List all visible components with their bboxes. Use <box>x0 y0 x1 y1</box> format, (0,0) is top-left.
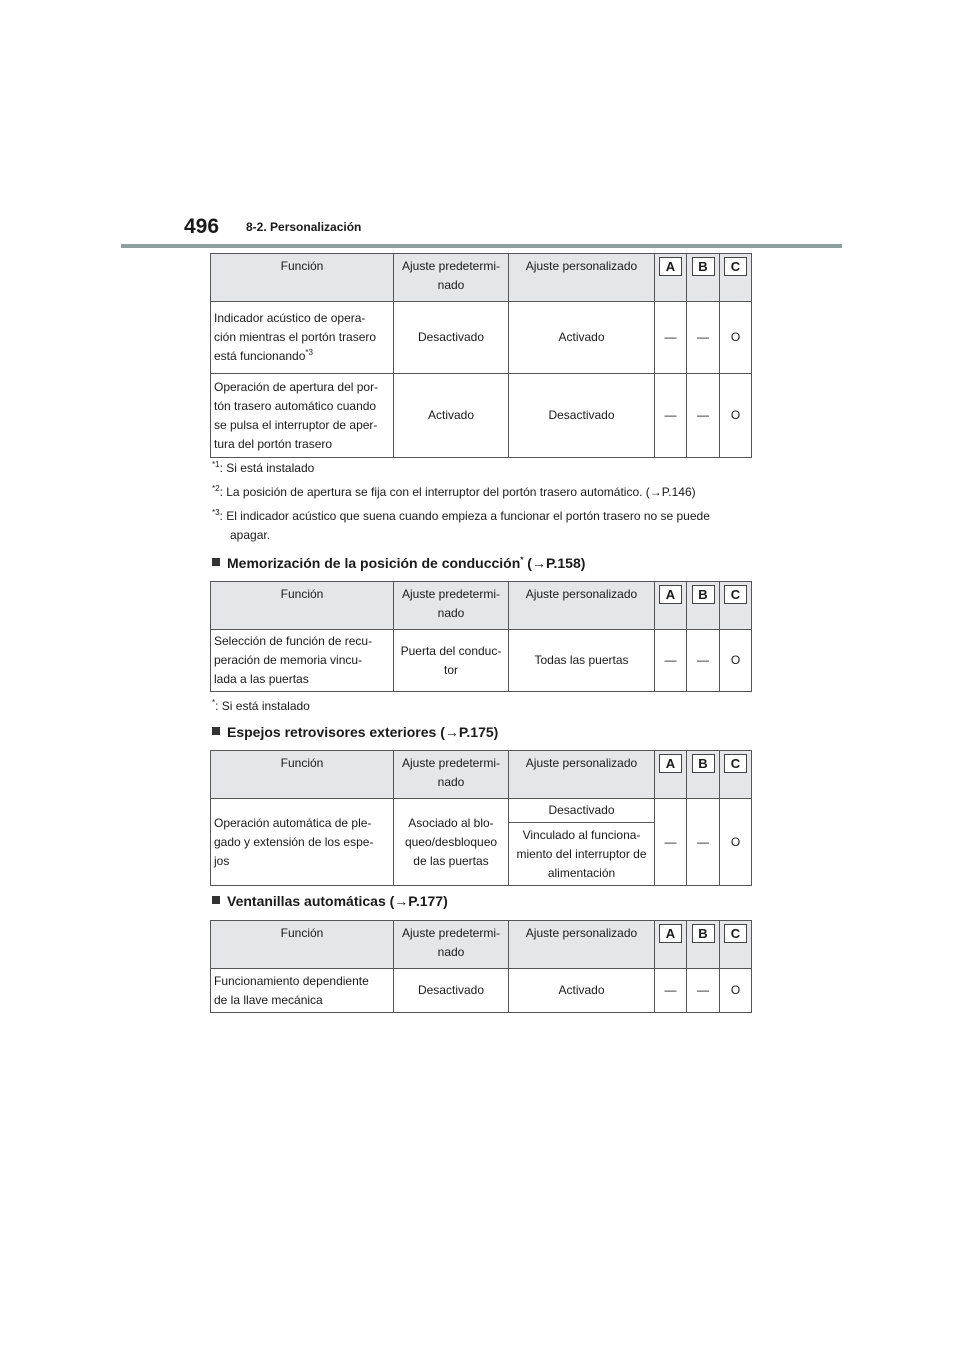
col-header-default-line1: Ajuste predetermi- <box>401 259 501 273</box>
col-header-a <box>655 582 687 630</box>
custom-text: alimentación <box>547 865 616 880</box>
bullet-square-icon <box>212 896 220 904</box>
custom-value: Desactivado <box>509 374 655 458</box>
table-header-row <box>211 751 752 799</box>
col-header-default-line2: nado <box>437 775 465 789</box>
footnote-ref: * <box>520 555 524 565</box>
function-text: se pulsa el interruptor de aper- <box>214 417 378 432</box>
letter-b-badge: B <box>692 585 715 604</box>
footnote <box>212 697 310 716</box>
default-value <box>394 630 509 692</box>
subsection-title: Espejos retrovisores exteriores (→P.175) <box>227 724 499 740</box>
subsection-title: Ventanillas automáticas (→P.177) <box>227 893 448 909</box>
letter-c-badge: C <box>724 924 747 943</box>
subsection-heading <box>212 724 498 740</box>
custom-value: Todas las puertas <box>509 630 655 692</box>
letter-b-badge: B <box>692 257 715 276</box>
footnote-text: : El indicador acústico que suena cuando empieza a funcionar el portón trasero no se puede <box>219 509 710 523</box>
letter-a-badge: A <box>659 754 682 773</box>
function-cell <box>211 969 394 1013</box>
col-header-custom: Ajuste personalizado <box>509 921 655 969</box>
col-header-default-line1: Ajuste predetermi- <box>401 756 501 770</box>
function-text: tura del portón trasero <box>214 436 333 451</box>
letter-b-badge: B <box>692 924 715 943</box>
default-text: Asociado al blo- <box>408 815 494 830</box>
col-a-value: — <box>655 799 687 886</box>
custom-text: Vinculado al funciona- <box>522 827 641 842</box>
col-header-funcion: Función <box>211 921 394 969</box>
col-a-value: — <box>655 630 687 692</box>
customization-table-memory <box>210 581 752 692</box>
col-c-value: O <box>720 799 752 886</box>
col-header-default <box>394 254 509 302</box>
col-b-value: — <box>687 969 720 1013</box>
col-header-b <box>687 921 720 969</box>
letter-c-badge: C <box>724 754 747 773</box>
col-header-b <box>687 751 720 799</box>
function-cell <box>211 374 394 458</box>
col-header-c <box>720 254 752 302</box>
function-cell <box>211 799 394 886</box>
col-header-default <box>394 751 509 799</box>
col-header-c <box>720 751 752 799</box>
footnote <box>212 507 710 545</box>
function-cell <box>211 302 394 374</box>
footnote-mark: * <box>212 698 216 707</box>
customization-table-mirrors <box>210 750 752 886</box>
subsection-title: Memorización de la posición de conducción <box>227 555 521 571</box>
col-header-c <box>720 582 752 630</box>
col-header-default <box>394 921 509 969</box>
letter-b-badge: B <box>692 754 715 773</box>
function-text: tón trasero automático cuando <box>214 398 377 413</box>
default-value: Desactivado <box>394 969 509 1013</box>
custom-value: Activado <box>509 302 655 374</box>
table-row <box>211 302 752 374</box>
footnote-ref: *3 <box>305 348 313 357</box>
footnote-text: : La posición de apertura se fija con el interruptor del portón trasero automático. (→P.146) <box>219 485 696 499</box>
col-b-value: — <box>687 630 720 692</box>
col-a-value: — <box>655 302 687 374</box>
table-row <box>211 630 752 692</box>
default-value <box>394 799 509 886</box>
subsection-heading <box>212 893 448 909</box>
col-header-default-line1: Ajuste predetermi- <box>401 587 501 601</box>
col-c-value: O <box>720 374 752 458</box>
col-b-value: — <box>687 799 720 886</box>
letter-a-badge: A <box>659 257 682 276</box>
function-text: ción mientras el portón trasero <box>214 330 377 344</box>
function-text: Funcionamiento dependiente <box>214 973 369 988</box>
col-b-value: — <box>687 374 720 458</box>
table-row <box>211 374 752 458</box>
col-header-c <box>720 921 752 969</box>
col-header-funcion: Función <box>211 582 394 630</box>
page-number: 496 <box>184 215 220 238</box>
function-text: está funcionando <box>214 349 306 363</box>
function-text: peración de memoria vincu- <box>214 653 363 667</box>
footnote <box>212 459 314 478</box>
table-row <box>211 969 752 1013</box>
footnote-mark: *3 <box>212 508 220 517</box>
function-text: de la llave mecánica <box>214 992 323 1007</box>
section-title: 8-2. Personalización <box>246 220 362 234</box>
col-c-value: O <box>720 630 752 692</box>
function-text: lada a las puertas <box>214 672 309 686</box>
col-header-custom: Ajuste personalizado <box>509 751 655 799</box>
table-header-row <box>211 582 752 630</box>
col-c-value: O <box>720 969 752 1013</box>
custom-value <box>509 823 655 886</box>
col-header-a <box>655 751 687 799</box>
table-header-row <box>211 254 752 302</box>
page-reference: (→P.158) <box>523 555 586 571</box>
col-header-a <box>655 254 687 302</box>
col-header-a <box>655 921 687 969</box>
default-text: tor <box>443 662 458 677</box>
col-header-default-line2: nado <box>437 278 465 292</box>
col-header-default-line1: Ajuste predetermi- <box>401 926 501 940</box>
footnote <box>212 483 696 502</box>
col-b-value: — <box>687 302 720 374</box>
col-header-funcion: Función <box>211 254 394 302</box>
footnote-text: : Si está instalado <box>215 699 310 713</box>
col-c-value: O <box>720 302 752 374</box>
function-text: jos <box>214 853 230 868</box>
letter-c-badge: C <box>724 257 747 276</box>
custom-text: miento del interruptor de <box>516 846 647 861</box>
letter-a-badge: A <box>659 924 682 943</box>
col-header-default-line2: nado <box>437 945 465 959</box>
col-header-b <box>687 254 720 302</box>
letter-c-badge: C <box>724 585 747 604</box>
function-text: Operación automática de ple- <box>214 815 372 830</box>
header-rule <box>121 244 842 248</box>
default-text: de las puertas <box>413 853 489 868</box>
col-header-custom: Ajuste personalizado <box>509 582 655 630</box>
function-text: gado y extensión de los espe- <box>214 834 374 849</box>
col-header-default <box>394 582 509 630</box>
footnote-text: : Si está instalado <box>219 461 315 475</box>
default-text: Puerta del conduc- <box>400 643 502 658</box>
customization-table-tailgate <box>210 253 752 458</box>
custom-value: Activado <box>509 969 655 1013</box>
table-row <box>211 799 752 823</box>
subsection-heading <box>212 555 585 571</box>
col-header-b <box>687 582 720 630</box>
default-value: Desactivado <box>394 302 509 374</box>
footnote-mark: *2 <box>212 484 220 493</box>
function-cell <box>211 630 394 692</box>
col-header-default-line2: nado <box>437 606 465 620</box>
table-header-row <box>211 921 752 969</box>
bullet-square-icon <box>212 558 220 566</box>
footnote-text: apagar. <box>230 528 271 542</box>
function-text: Operación de apertura del por- <box>214 379 379 394</box>
custom-value: Desactivado <box>509 799 655 823</box>
default-value: Activado <box>394 374 509 458</box>
col-header-custom: Ajuste personalizado <box>509 254 655 302</box>
letter-a-badge: A <box>659 585 682 604</box>
function-text: Indicador acústico de opera- <box>214 311 366 325</box>
bullet-square-icon <box>212 727 220 735</box>
customization-table-windows <box>210 920 752 1013</box>
footnote-mark: *1 <box>212 460 220 469</box>
default-text: queo/desbloqueo <box>404 834 498 849</box>
col-a-value: — <box>655 969 687 1013</box>
col-header-funcion: Función <box>211 751 394 799</box>
col-a-value: — <box>655 374 687 458</box>
function-text: Selección de función de recu- <box>214 634 373 648</box>
